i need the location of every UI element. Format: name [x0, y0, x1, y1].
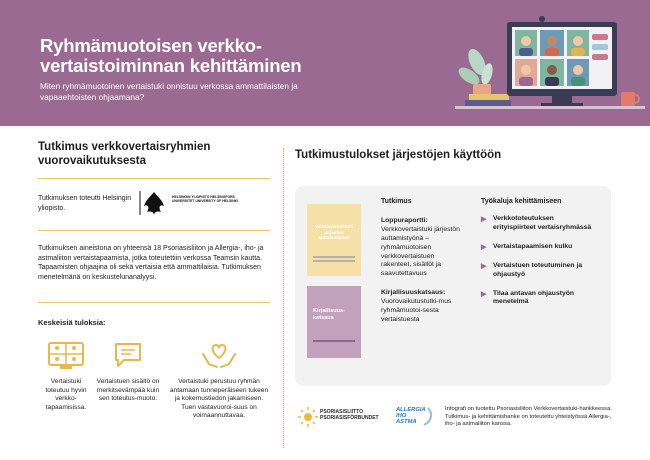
triangle-arrow-icon: ▶	[481, 262, 487, 270]
results-column	[295, 148, 615, 168]
research-column	[38, 140, 270, 440]
triangle-arrow-icon: ▶	[481, 243, 487, 251]
swoosh-icon	[422, 407, 434, 427]
flame-icon	[138, 190, 168, 216]
video-call-icon	[46, 340, 86, 372]
literature-review-text: Vuorovaikutustutki-mus ryhmämuotoi-sesta vertaistuesta	[381, 298, 452, 323]
tool-label: Verkkototeutuksen erityispiirteet vertaisryhmässä	[493, 215, 592, 231]
research-heading: Tutkimus	[381, 198, 412, 205]
tools-heading: Työkaluja kehittämiseen	[481, 198, 562, 205]
triangle-arrow-icon: ▶	[481, 216, 487, 223]
research-section-title: Tutkimus verkkovertaisryhmien vuorovaikutuksesta	[38, 141, 211, 167]
page-subtitle: Miten ryhmämuotoinen vertaistuki onnistuu verkossa ammattilaisten ja vapaaehtoisten ohjaamana?	[40, 81, 298, 102]
development-tools	[481, 198, 597, 317]
result-text: Vertaistuen sisältö on merkitsevämpää kuin sen toteutus-muoto.	[96, 378, 160, 403]
partner-logos	[298, 404, 438, 430]
university-logo-text: HELSINGIN YLIOPISTO HELSINGFORS UNIVERSITET UNIVERSITY OF HELSINKI	[172, 195, 239, 204]
result-text: Vertaistuki toteutuu hyvin verkko-tapaamisissa.	[45, 378, 87, 411]
university-of-helsinki-logo	[138, 190, 248, 216]
final-report-thumbnail	[307, 204, 361, 276]
literature-review-label: Kirjallisuuskatsaus:	[381, 289, 446, 297]
thumbnail-title: Kirjallisuus-katsaus	[313, 308, 346, 321]
section-divider	[38, 302, 270, 303]
allergia-iho-astma-logo	[396, 405, 434, 429]
tool-item	[481, 262, 597, 280]
tool-item	[481, 243, 597, 252]
tool-item	[481, 290, 597, 308]
chat-bubble-icon	[110, 340, 146, 372]
thumbnail-title: Verkkovertaistuki järjestön auttamistyönä	[314, 224, 354, 241]
results-panel	[295, 186, 611, 386]
research-material-text: Tutkimuksen aineistona on yhteensä 18 Psoriasisliiton ja Allergia-, iho- ja astmaliiton vertaistapaamista, jotka toteutettiin verkossa Teamsin kautta. Tapaamisten ohjaajina oli sekä vertaisia että ammattilaisia. Tutkimuksen menetelmänä on keskustelunanalyysi.	[38, 245, 264, 281]
triangle-arrow-icon: ▶	[481, 290, 487, 298]
thumbnail-bar	[313, 340, 355, 342]
sun-logo-icon	[298, 406, 318, 428]
thumbnail-bar	[313, 260, 355, 262]
column-divider	[283, 148, 284, 448]
final-report-label: Loppuraportti:	[381, 216, 428, 224]
result-item	[168, 340, 270, 421]
literature-review-thumbnail	[307, 286, 361, 358]
research-publications	[381, 198, 461, 325]
section-divider	[38, 230, 270, 231]
thumbnail-bar	[313, 256, 355, 258]
page-title: Ryhmämuotoisen verkko-vertaistoiminnan kehittäminen	[40, 35, 302, 76]
header-banner	[0, 0, 650, 126]
results-section-title: Tutkimustulokset järjestöjen käyttöön	[295, 149, 502, 161]
result-item	[38, 340, 94, 412]
tool-label: Vertaistuen toteutuminen ja ohjaustyö	[493, 261, 583, 278]
allergia-logo-text: ALLERGIA IHO ASTMA	[396, 407, 426, 426]
tool-label: Tilaa antavan ohjaustyön menetelmä	[493, 289, 575, 306]
result-text: Vertaistuki perustuu ryhmän antamaan tunneperäiseen tukeen ja kokemustiedon jakamiseen. Tuen vastavuoroi-suus on voimaannuttavaa.	[169, 378, 269, 420]
tool-label: Vertaistapaamisen kulku	[493, 242, 573, 250]
section-divider	[38, 178, 270, 179]
result-item	[94, 340, 162, 404]
psoriasis-logo-text: PSORIASISLIITTO PSORIASISFÖRBUNDET	[320, 409, 379, 421]
footer-credit: Infografi on tuotettu Psoriasisliiton Verkkovertaistuki-hankkeessa. Tutkimus- ja kehittämishanke on toteutettu yhteistyössä Allergia-, iho- ja astmaliiton kanssa.	[445, 406, 612, 428]
key-results-list	[38, 340, 270, 430]
video-meeting-illustration	[455, 12, 645, 122]
key-results-title: Keskeisiä tuloksia:	[38, 318, 106, 327]
heart-hands-icon	[199, 340, 239, 372]
tool-item	[481, 215, 597, 233]
conducted-by-text: Tutkimuksen toteutti Helsingin yliopisto.	[38, 195, 132, 212]
final-report-text: Verkkovertaistuki järjestön auttamistyönä – ryhmämuotoisen verkkovertaistuen rakenteet, sisällöt ja saavutettavuus	[381, 225, 460, 278]
